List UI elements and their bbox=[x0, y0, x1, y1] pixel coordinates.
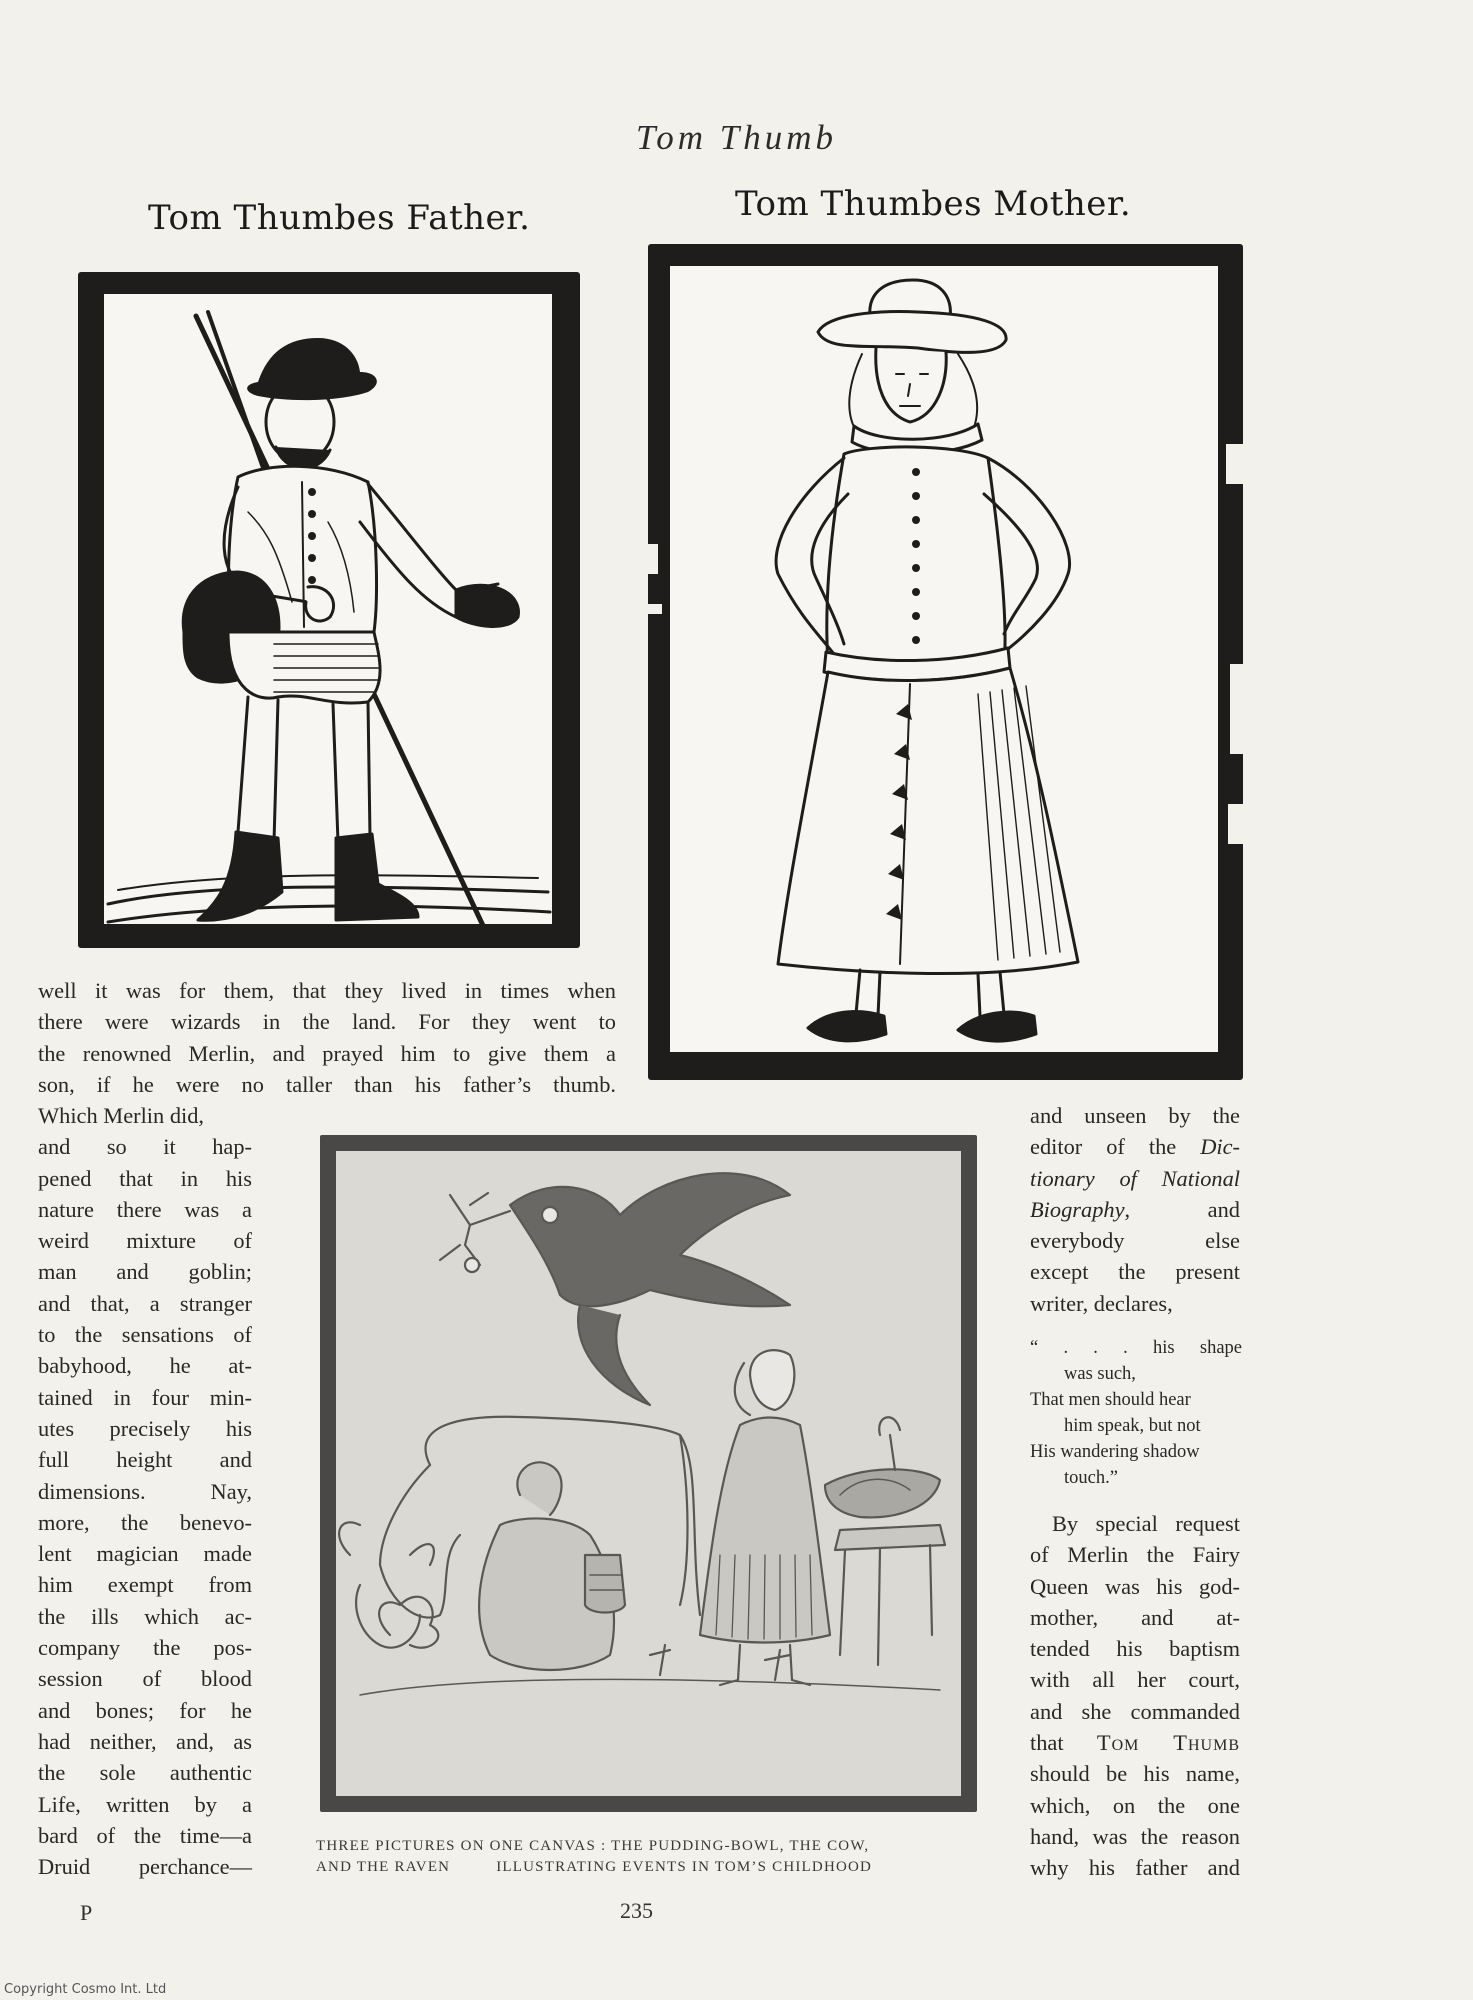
column-line: pened that in his bbox=[38, 1165, 252, 1191]
column-line: and she commanded bbox=[1030, 1698, 1240, 1724]
column-line-part: Dic- bbox=[1200, 1134, 1240, 1160]
column-line: everybody else bbox=[1030, 1228, 1240, 1254]
column-line: to the sensations of bbox=[38, 1322, 252, 1348]
column-line: him exempt from bbox=[38, 1572, 252, 1598]
caption-line-part: AND THE RAVEN bbox=[316, 1859, 451, 1875]
column-line: except the present bbox=[1030, 1259, 1240, 1285]
column-line: why his father and bbox=[1030, 1855, 1240, 1881]
illustration-caption bbox=[316, 1836, 872, 1878]
column-line: should be his name, bbox=[1030, 1761, 1240, 1787]
copyright-notice: Copyright Cosmo Int. Ltd bbox=[4, 1982, 167, 1997]
column-line: dimensions. Nay, bbox=[38, 1478, 252, 1504]
column-line: bard of the time—a bbox=[38, 1822, 252, 1848]
column-line: and so it hap- bbox=[38, 1134, 252, 1160]
mother-woodcut-title: Tom Thumbes Mother. bbox=[735, 184, 1132, 224]
column-line: more, the benevo- bbox=[38, 1509, 252, 1535]
right-column-paragraph bbox=[1030, 1508, 1240, 1884]
column-line: and that, a stranger bbox=[38, 1290, 252, 1316]
column-line-part: Tom Thumb bbox=[1096, 1730, 1240, 1756]
column-line: full height and bbox=[38, 1447, 252, 1473]
column-line: and bones; for he bbox=[38, 1697, 252, 1723]
column-line: had neither, and, as bbox=[38, 1728, 252, 1754]
three-pictures-canvas bbox=[320, 1135, 977, 1812]
column-line-part: , and bbox=[1124, 1196, 1240, 1222]
verse-line: him speak, but not bbox=[1064, 1416, 1201, 1436]
column-line bbox=[1030, 1163, 1240, 1194]
signature-mark: P bbox=[80, 1900, 93, 1925]
father-woodcut-title: Tom Thumbes Father. bbox=[148, 198, 531, 238]
column-line: mother, and at- bbox=[1030, 1604, 1240, 1630]
column-line: of Merlin the Fairy bbox=[1030, 1542, 1240, 1568]
verse-line: That men should hear bbox=[1030, 1390, 1191, 1410]
column-line-part: editor of the bbox=[1030, 1134, 1201, 1160]
column-line: and unseen by the bbox=[1030, 1103, 1240, 1128]
verse-line: His wandering shadow bbox=[1030, 1442, 1200, 1462]
page-number: 235 bbox=[620, 1898, 653, 1923]
caption-line: THREE PICTURES ON ONE CANVAS : THE PUDDING-BOWL, THE COW, bbox=[316, 1838, 870, 1854]
column-line-part: tionary of National bbox=[1030, 1165, 1240, 1191]
body-line: there were wizards in the land. For they went to bbox=[38, 1009, 616, 1035]
column-line: with all her court, bbox=[1030, 1667, 1240, 1693]
column-line bbox=[1030, 1194, 1240, 1225]
column-line: hand, was the reason bbox=[1030, 1823, 1240, 1849]
body-line: son, if he were no taller than his father’s thumb. bbox=[38, 1071, 616, 1097]
mother-woodcut bbox=[648, 244, 1243, 1080]
column-line: tained in four min- bbox=[38, 1384, 252, 1410]
running-head: Tom Thumb bbox=[635, 118, 838, 157]
canvas-illustration bbox=[320, 1135, 977, 1812]
column-line bbox=[1030, 1131, 1240, 1162]
column-line: lent magician made bbox=[38, 1541, 252, 1567]
column-line-part: Biography bbox=[1030, 1196, 1125, 1222]
caption-line-part: ILLUSTRATING EVENTS IN TOM’S CHILDHOOD bbox=[496, 1859, 873, 1875]
column-line: babyhood, he at- bbox=[38, 1353, 252, 1379]
column-line: the sole authentic bbox=[38, 1760, 252, 1786]
verse-line: was such, bbox=[1064, 1364, 1136, 1384]
column-line: Life, written by a bbox=[38, 1791, 252, 1817]
column-line: By special request bbox=[1052, 1511, 1240, 1536]
left-column bbox=[38, 1100, 252, 1882]
column-line: session of blood bbox=[38, 1666, 252, 1692]
column-line: writer, declares, bbox=[1030, 1290, 1173, 1316]
column-line: utes precisely his bbox=[38, 1415, 252, 1441]
mother-figure-illustration bbox=[648, 244, 1243, 1080]
body-text-top bbox=[38, 975, 616, 1100]
column-line: company the pos- bbox=[38, 1635, 252, 1661]
body-line: the renowned Merlin, and prayed him to give them a bbox=[38, 1040, 616, 1066]
column-line: man and goblin; bbox=[38, 1259, 252, 1285]
column-line: tended his baptism bbox=[1030, 1636, 1240, 1662]
verse-line: “ . . . his shape bbox=[1030, 1338, 1242, 1358]
column-line: nature there was a bbox=[38, 1196, 252, 1222]
verse-line: touch.” bbox=[1064, 1468, 1118, 1488]
column-line-part: that bbox=[1030, 1730, 1097, 1756]
body-line: well it was for them, that they lived in times when bbox=[38, 978, 616, 1003]
father-woodcut bbox=[78, 272, 580, 948]
father-figure-illustration bbox=[78, 272, 580, 948]
column-line: weird mixture of bbox=[38, 1228, 252, 1254]
column-line: Which Merlin did, bbox=[38, 1103, 205, 1128]
column-line: which, on the one bbox=[1030, 1792, 1240, 1818]
column-line: Queen was his god- bbox=[1030, 1573, 1240, 1599]
right-column bbox=[1030, 1100, 1240, 1319]
caption-line bbox=[316, 1857, 872, 1878]
column-line bbox=[1030, 1727, 1240, 1758]
verse-quotation bbox=[1030, 1335, 1242, 1491]
column-line: Druid perchance— bbox=[38, 1854, 252, 1880]
column-line: the ills which ac- bbox=[38, 1603, 252, 1629]
